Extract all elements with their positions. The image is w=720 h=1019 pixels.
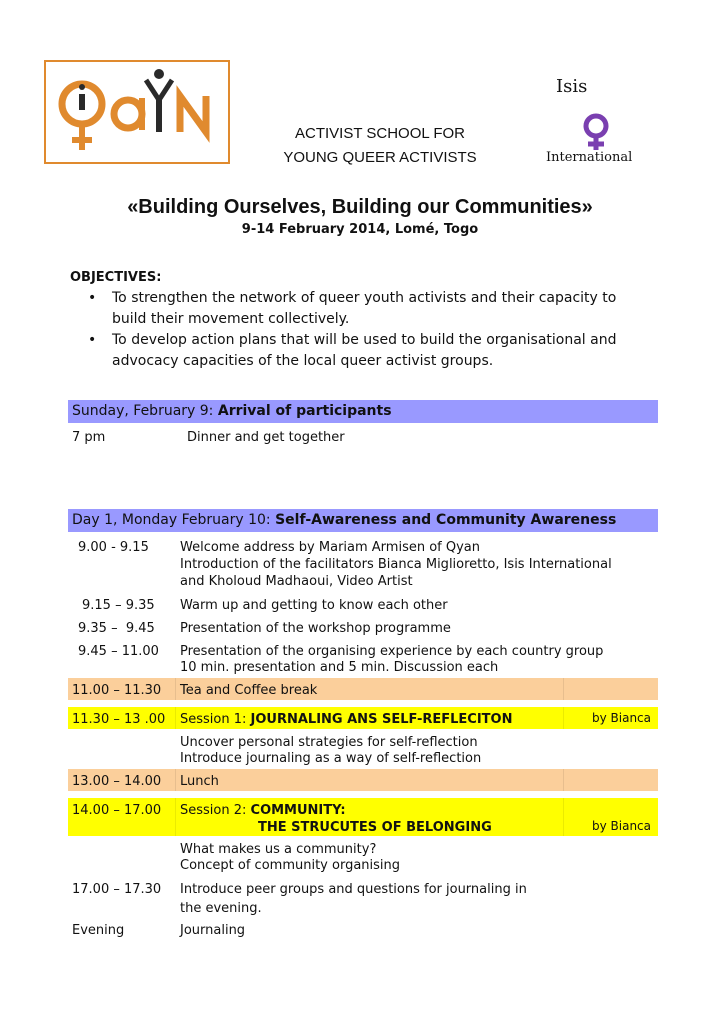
objectives-heading: OBJECTIVES: [70,270,162,285]
objective-1-line-2: build their movement collectively. [112,311,350,327]
bullet-icon: • [88,290,97,306]
schedule-activity: Introduce journaling as a way of self-reflection [180,751,482,766]
schedule-activity: Concept of community organising [180,858,401,873]
objective-2-line-2: advocacy capacities of the local queer activist groups. [112,353,494,369]
sunday-header-bar [68,400,658,423]
schedule-activity: the evening. [180,901,262,916]
session-prefix: Session 1: [180,712,251,727]
schedule-time: 14.00 – 17.00 [72,803,162,818]
schedule-time: 9.35 – 9.45 [78,621,155,636]
objective-2-line-1: To develop action plans that will be used to build the organisational and [112,332,617,348]
schedule-activity: and Kholoud Madhaoui, Video Artist [180,574,413,589]
schedule-time: 17.00 – 17.30 [72,882,162,897]
session-name-line-2: THE STRUCUTES OF BELONGING [258,820,492,835]
schedule-activity: 10 min. presentation and 5 min. Discussion each [180,660,499,675]
schedule-activity: Uncover personal strategies for self-reflection [180,735,478,750]
schedule-time: 11.00 – 11.30 [72,683,162,698]
schedule-activity: Tea and Coffee break [180,683,318,698]
schedule-activity: What makes us a community? [180,842,377,857]
objective-1-line-1: To strengthen the network of queer youth activists and their capacity to [112,290,617,306]
school-title-line-1: ACTIVIST SCHOOL FOR [294,125,466,142]
schedule-activity: Warm up and getting to know each other [180,598,448,613]
schedule-activity: Dinner and get together [187,430,345,445]
isis-logo-subtext: International [546,150,633,165]
schedule-time: 9.15 – 9.35 [82,598,155,613]
schedule-time: 13.00 – 14.00 [72,774,162,789]
schedule-activity: Welcome address by Mariam Armisen of Qyan [180,540,481,555]
day1-day-theme: Self-Awareness and Community Awareness [275,512,617,528]
schedule-activity: Lunch [180,774,219,789]
workshop-title: «Building Ourselves, Building our Communities» [127,196,593,218]
schedule-activity: Introduction of the facilitators Bianca Miglioretto, Isis International [180,557,612,572]
schedule-time: 11.30 – 13 .00 [72,712,166,727]
session-name: JOURNALING ANS SELF-REFLECITON [250,712,513,727]
day1-day-label: Day 1, Monday February 10: [72,512,276,528]
session-2-title [180,802,346,819]
session-name: COMMUNITY: [250,803,346,818]
day1-header-bar [68,509,658,532]
schedule-activity: Introduce peer groups and questions for journaling in [180,882,527,897]
schedule-time: 7 pm [72,430,106,445]
session-1-title [180,711,512,728]
schedule-time: Evening [72,923,125,938]
schedule-activity: Presentation of the organising experience by each country group [180,644,604,659]
facilitator-label: by Bianca [592,819,652,833]
sunday-day-theme: Arrival of participants [217,403,392,419]
facilitator-label: by Bianca [592,711,652,725]
workshop-date-location: 9-14 February 2014, Lomé, Togo [241,222,479,237]
session-prefix: Session 2: [180,803,251,818]
isis-logo-word: Isis [556,76,588,97]
qyan-logo-graphic [46,62,228,162]
schedule-time: 9.45 – 11.00 [78,644,159,659]
bullet-icon: • [88,332,97,348]
school-title-line-2: YOUNG QUEER ACTIVISTS [283,149,477,166]
sunday-day-label: Sunday, February 9: [72,403,218,419]
schedule-activity: Journaling [180,923,246,938]
schedule-activity: Presentation of the workshop programme [180,621,451,636]
schedule-time: 9.00 - 9.15 [78,540,149,555]
